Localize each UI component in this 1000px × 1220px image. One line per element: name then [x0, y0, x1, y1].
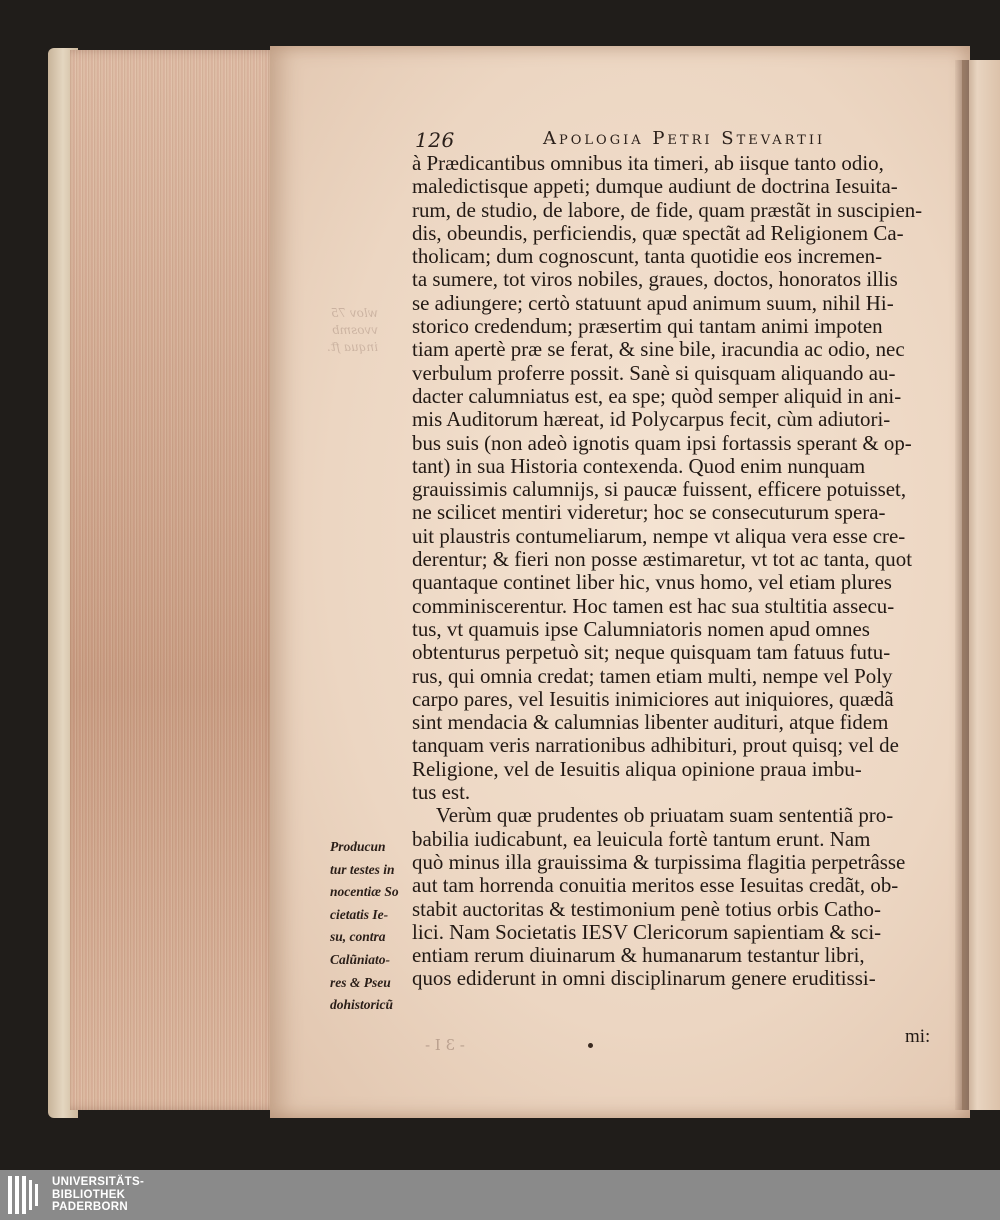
text-line: tanquam veris narrationibus adhibituri, prout quisq; vel de — [412, 733, 899, 758]
text-line: lici. Nam Societatis IESV Clericorum sapientiam & sci- — [412, 919, 882, 944]
text-line: bus suis (non adeò ignotis quam ipsi fortassis sperant & op- — [412, 430, 912, 455]
text-line: babilia iudicabunt, ea leuicula fortè tantum erunt. Nam — [412, 826, 871, 851]
show-through-marks: wlov 75 vvosmb inqua ft. — [326, 306, 378, 354]
margin-note-line: cietatis Ie- — [330, 906, 389, 922]
text-line: mis Auditorum hæreat, id Polycarpus fecit, cùm adiutori- — [412, 407, 891, 432]
text-line: obtenturus perpetuò sit; neque quisquam tam fatuus futu- — [412, 640, 891, 665]
gutter-shadow — [955, 60, 969, 1110]
body-text — [412, 152, 952, 991]
text-line: rus, qui omnia credat; tamen etiam multi, nempe vel Poly — [412, 663, 893, 688]
text-line: quantaque continet liber hic, vnus homo, vel etiam plures — [412, 570, 892, 595]
logo-text-line: BIBLIOTHEK — [52, 1188, 126, 1201]
margin-note-line: dohistoricũ — [330, 997, 394, 1013]
text-line: aut tam horrenda conuitia meritos esse Iesuitas credãt, ob- — [412, 873, 899, 898]
text-line: stabit auctoritas & testimonium penè totius orbis Catho- — [412, 896, 881, 921]
text-line: à Prædicantibus omnibus ita timeri, ab iisque tanto odio, — [412, 151, 884, 175]
logo-text-line: PADERBORN — [52, 1201, 128, 1213]
text-line: se adiungere; certò statuunt apud animum suum, nihil Hi- — [412, 290, 894, 315]
text-line: uit plaustris contumeliarum, nempe vt aliqua vera esse cre- — [412, 523, 906, 548]
library-logo-icon — [6, 1174, 42, 1216]
margin-note-line: su, contra — [330, 929, 386, 945]
text-line: entiam rerum diuinarum & humanarum testantur libri, — [412, 943, 865, 968]
running-title: Apologia Petri Stevartii — [543, 128, 826, 149]
text-line: comminiscerentur. Hoc tamen est hac sua stultitia assecu- — [412, 593, 895, 618]
running-head — [415, 128, 875, 152]
text-line: rum, de studio, de labore, de fide, quam præstãt in suscipien- — [412, 197, 923, 222]
text-line: maledictisque appeti; dumque audiunt de doctrina Iesuita- — [412, 174, 898, 199]
text-line: verbulum proferre possit. Sanè si quisquam aliquando au- — [412, 360, 896, 385]
page-number: 126 — [415, 128, 455, 152]
text-line: quò minus illa grauissima & turpissima flagitia perpetrâsse — [412, 849, 906, 874]
margin-note-line: Calũniato- — [330, 951, 391, 967]
margin-note-line: nocentiæ So — [330, 884, 399, 900]
margin-note — [330, 836, 416, 1017]
margin-note-line: res & Pseu — [330, 974, 391, 990]
text-line: quos ediderunt in omni disciplinarum genere eruditissi- — [412, 966, 876, 991]
text-line: tiam apertè præ se ferat, & sine bile, iracundia ac odio, nec — [412, 337, 905, 362]
ink-dot — [588, 1043, 593, 1048]
text-line: Religione, vel de Iesuitis aliqua opinione praua imbu- — [412, 756, 862, 781]
text-line: tus, vt quamuis ipse Calumniatoris nomen apud omnes — [412, 616, 870, 641]
text-line: tholicam; dum cognoscunt, tanta quotidie eos incremen- — [412, 244, 883, 269]
page-stack-shading — [70, 50, 280, 1110]
text-line: storico credendum; præsertim qui tantam animi impoten — [412, 314, 883, 339]
text-line: grauissimis calumnijs, si paucæ fuissent, efficere potuisset, — [412, 477, 907, 502]
text-line: tus est. — [412, 780, 471, 805]
text-line: dis, obeundis, perficiendis, quæ spectãt ad Religionem Ca- — [412, 220, 904, 245]
text-line: dacter calumniatus est, ea spe; quòd semper aliquid in ani- — [412, 383, 902, 408]
text-line: derentur; & fieri non posse æstimaretur, vt tot ac tanta, quot — [412, 547, 913, 572]
text-line: tant) in sua Historia contexenda. Quod enim nunquam — [412, 453, 866, 478]
text-line: Verùm quæ prudentes ob priuatam suam sententiã pro- — [435, 803, 894, 828]
library-footer-bar — [0, 1170, 1000, 1220]
logo-text-line: UNIVERSITÄTS- — [52, 1176, 145, 1188]
text-line: sint mendacia & calumnias libenter audituri, atque fidem — [412, 710, 889, 735]
text-line: ne scilicet mentiri videretur; hoc se consecuturum spera- — [412, 500, 886, 525]
catchword: mi: — [905, 1026, 931, 1047]
show-through-footer: - 3 I - — [425, 1036, 465, 1054]
library-logo-text — [52, 1176, 144, 1214]
margin-note-line: tur testes in — [330, 861, 395, 877]
text-line: ta sumere, tot viros nobiles, graues, doctos, honoratos illis — [412, 267, 898, 292]
text-line: carpo pares, vel Iesuitis inimiciores aut iniquiores, quædã — [412, 686, 894, 711]
margin-note-line: Producun — [330, 839, 386, 854]
